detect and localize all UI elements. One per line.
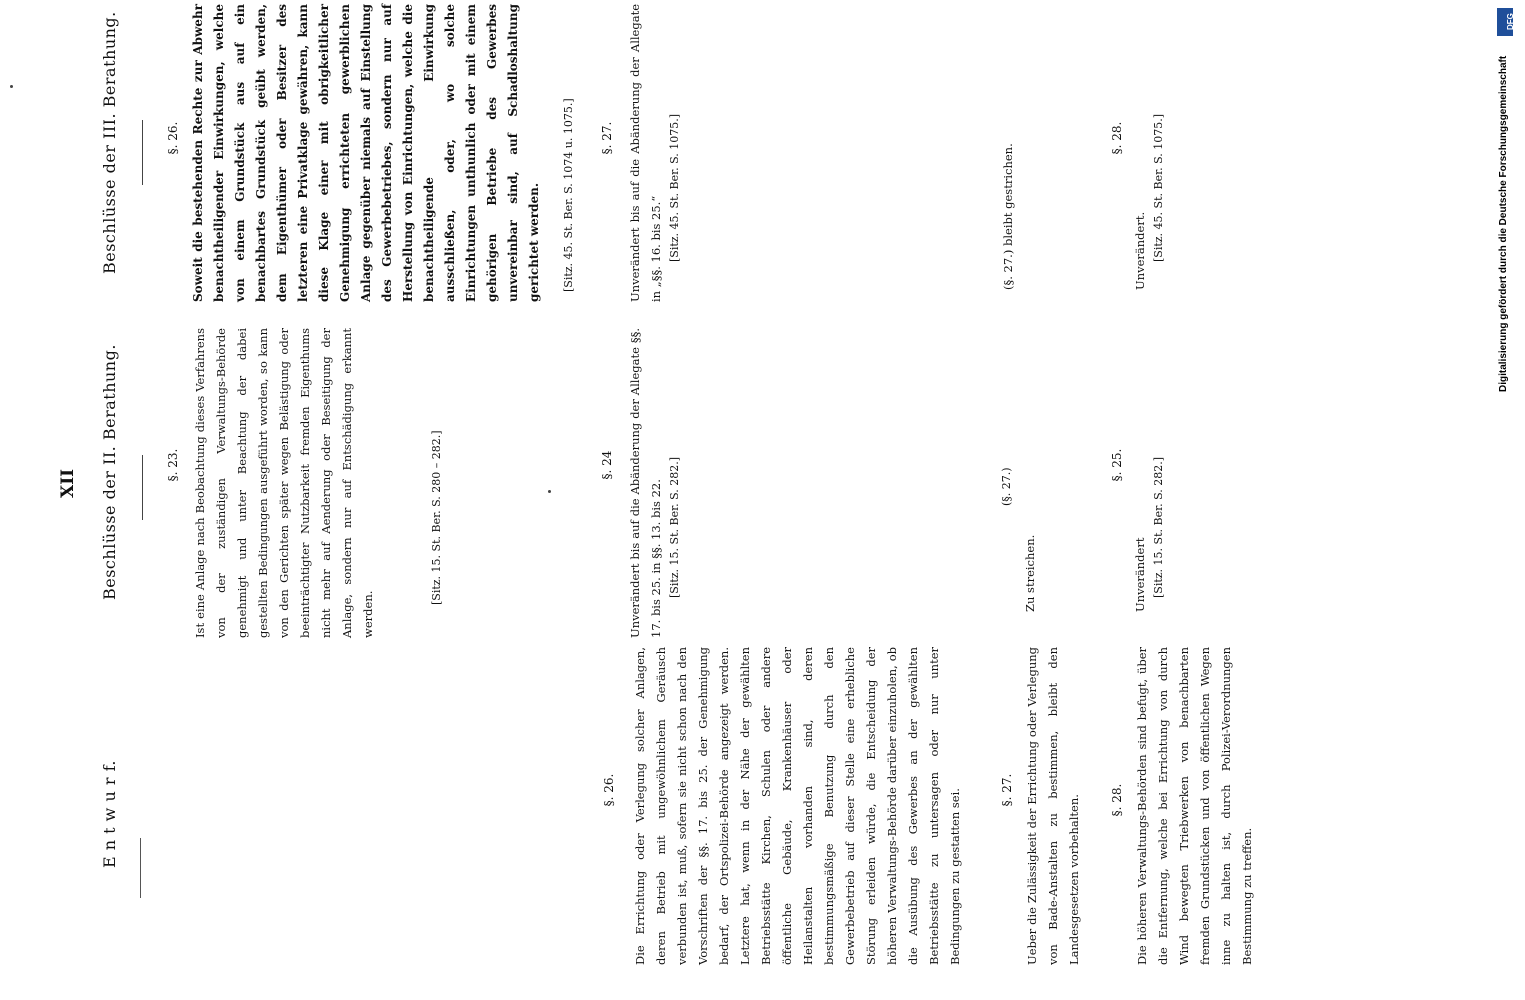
entwurf-p28-head: §. 28. (1110, 783, 1124, 817)
entwurf-p27-head: §. 27. (1000, 773, 1014, 807)
separator-ii (142, 455, 143, 520)
iii-p26-head: §. 26. (166, 121, 180, 155)
header-rule-entwurf (140, 838, 141, 898)
ii-p23-text: Ist eine Anlage nach Beobachtung dieses Verfahrens von der zuständigen Verwaltungs-Behörde genehmigt und unter Beachtung der dabei gestellten Bedingungen ausgeführt worden, so kann von den Gerichten später wegen Belästigung oder beeinträchtigter Nutzbarkeit fremden Eigenthums nicht mehr auf Aenderung oder Beseitigung der Anlage, sondern nur auf Entschädigung erkannt werden. (193, 328, 375, 638)
ii-p24-text: Unverändert bis auf die Abänderung der Allegate §§. 17. bis 25. in §§. 13. bis 22. (628, 328, 663, 638)
iii-p28-text: Unverändert. (1133, 211, 1147, 290)
entwurf-p26-head: §. 26. (602, 773, 616, 807)
entwurf-p27-text: Ueber die Zulässigkeit der Errichtung oder Verlegung von Bade-Anstalten zu bestimmen, bleibt den Landesgesetzen vorbehalten. (1025, 647, 1081, 965)
header-beschluesse-ii: Beschlüsse der II. Berathung. (100, 344, 119, 600)
iii-p27-head: §. 27. (600, 121, 614, 155)
ii-p25-text: Unverändert (1133, 537, 1147, 612)
dfg-logo: DFG (1497, 8, 1513, 36)
ii-p24-ref: [Sitz. 15. St. Ber. S. 282.] (668, 456, 681, 598)
iii-p27b-text: (§. 27.) bleibt gestrichen. (1001, 143, 1015, 290)
ii-p27-ref: (§. 27.) (1000, 467, 1013, 506)
ii-p25-ref: [Sitz. 15. St. Ber. S. 282.] (1152, 456, 1165, 598)
iii-p26-ref: [Sitz. 45. St. Ber. S. 1074 u. 1075.] (562, 98, 575, 292)
page-number: XII (58, 468, 78, 498)
entwurf-p26-text: Die Errichtung oder Verlegung solcher Anlagen, deren Betrieb mit ungewöhnlichem Geräusch verbunden ist, muß, sofern sie nicht schon nach den Vorschriften der §§. 17. bis 25. der Genehmigung bedarf, der Ortspolizei-Behörde angezeigt werden. Letztere hat, wenn in der Nähe der gewählten Betriebsstätte Kirchen, Schulen oder andere öffentliche Gebäude, Krankenhäuser oder Heilanstalten vorhanden sind, deren bestimmungsmäßige Benutzung durch den Gewerbebetrieb auf dieser Stelle eine erhebliche Störung erleiden würde, die Entscheidung der höheren Verwaltungs-Behörde darüber einzuholen, ob die Ausübung des Gewerbes an der gewählten Betriebsstätte zu untersagen oder nur unter Bedingungen zu gestatten sei. (633, 647, 962, 965)
ii-p24-head: §. 24 (600, 450, 614, 480)
entwurf-p28-text: Die höheren Verwaltungs-Behörden sind befugt, über die Entfernung, welche bei Errichtung von durch Wind bewegten Triebwerken von benachbarten fremden Grundstücken und von öffentlichen Wegen inne zu halten ist, durch Polizei-Verordnungen Bestimmung zu treffen. (1135, 647, 1254, 965)
separator-iii (142, 120, 143, 185)
iii-p28-ref: [Sitz. 45. St. Ber. S. 1075.] (1152, 113, 1165, 262)
header-entwurf: E n t w u r f. (100, 759, 119, 868)
iii-p28-head: §. 28. (1110, 121, 1124, 155)
ii-p27-text: Zu streichen. (1023, 534, 1037, 612)
ii-p25-head: §. 25. (1110, 448, 1124, 482)
header-beschluesse-iii: Beschlüsse der III. Berathung. (100, 11, 119, 274)
iii-p27-ref: [Sitz. 45. St. Ber. S. 1075.] (668, 113, 681, 262)
iii-p27-text: Unverändert bis auf die Abänderung der Allegate in „§§. 16. bis 25.“ (628, 4, 663, 302)
scan-speck (10, 85, 13, 88)
iii-p26-text: Soweit die bestehenden Rechte zur Abwehr benachtheiligender Einwirkungen, welche von einem Grundstück aus auf ein benachbartes Grundstück geübt werden, dem Eigenthümer oder Besitzer des letzteren eine Privatklage gewähren, kann diese Klage einer mit obrigkeitlicher Genehmigung errichteten gewerblichen Anlage gegenüber niemals auf Einstellung des Gewerbebetriebes, sondern nur auf Herstellung von Einrichtungen, welche die benachtheiligende Einwirkung ausschließen, oder, wo solche Einrichtungen unthunlich oder mit einem gehörigen Betriebe des Gewerbes unvereinbar sind, auf Schadloshaltung gerichtet werden. (191, 4, 541, 302)
dfg-notice: Digitalisierung gefördert durch die Deutsche Forschungsgemeinschaft (1498, 55, 1509, 392)
ii-p23-head: §. 23. (166, 448, 180, 482)
scan-speck (548, 490, 551, 493)
ii-p23-ref: [Sitz. 15. St. Ber. S. 280 – 282.] (430, 430, 443, 605)
